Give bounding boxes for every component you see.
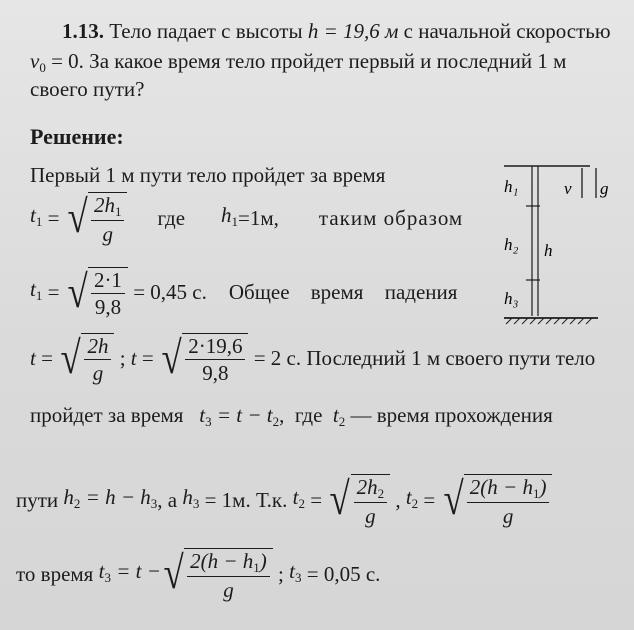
formula-line-7: то время $t_3 = t$ − √ $\frac{2(h - h_1)}{g}$ ; $t_3$ = 0,05 с.	[16, 546, 381, 602]
label-v: v	[564, 179, 572, 198]
problem-text-1-tail: с начальной скоростью	[403, 19, 611, 43]
line7-a: то время	[16, 562, 94, 586]
sqrt-2h1-g: √ $\frac{2h_1}{g}$	[65, 192, 128, 245]
formula-t1-value: $t_1$ = √ $\frac{2\cdot 1}{9,8}$ = 0,45 с. Общее время падения	[30, 265, 458, 319]
where-label: где	[157, 206, 186, 230]
problem-line-3	[30, 76, 145, 102]
label-h3: h₃	[504, 289, 519, 308]
v0-symbol: $v_0$	[30, 49, 46, 75]
problem-number: 1.13.	[62, 19, 104, 43]
solution-line-5: пройдет за время $t_3 = t - t_2$, где $t_2$ — время прохождения	[30, 403, 553, 429]
formula-t: t = √ $\frac{2h}{g}$ ; t = √ $\frac{2\cdot 19,6}{9,8}$ = 2 с. Последний 1 м своего пути тело	[30, 331, 596, 385]
problem-line-1	[62, 18, 611, 44]
h1-value: =1м,	[238, 206, 279, 230]
problem-text-3: своего пути?	[30, 77, 145, 101]
line6-b: а	[167, 488, 178, 512]
solution-text-1: Первый 1 м пути тело пройдет за время	[30, 163, 386, 187]
height-value: h = 19,6 м	[307, 19, 399, 43]
line6-c: = 1м. Т.к.	[204, 488, 288, 512]
formula-line-6: пути $h_2 = h - h_3$ , а $h_3$ = 1м. Т.к. $t_2$ = √ $\frac{2h_2}{g}$ , $t_2$ = √ $\frac{2(h - h_1)}{g}$	[16, 470, 552, 530]
total-time-label: Общее время падения	[228, 280, 458, 304]
fall-diagram	[498, 158, 623, 334]
v0-value: = 0	[51, 49, 79, 73]
label-h2: h₂	[504, 235, 519, 254]
t1-result: = 0,45 с.	[133, 280, 207, 304]
line5-c: — время прохождения	[350, 403, 553, 427]
t-result: = 2 с. Последний 1 м своего пути тело	[253, 346, 596, 370]
label-h: h	[544, 241, 553, 260]
problem-text-1: Тело падает с высоты	[109, 19, 303, 43]
solution-line-1	[30, 162, 385, 188]
line5-b: где	[294, 403, 323, 427]
line5-a: пройдет за время	[30, 403, 184, 427]
problem-text-2: . За какое время тело пройдет первый и последний 1 м	[78, 49, 567, 73]
label-g: g	[600, 179, 609, 198]
thus-label: таким образом	[318, 206, 464, 230]
formula-t1: $t_1$ = √ $\frac{2h_1}{g}$ где $h_1$ =1м, таким образом	[30, 190, 464, 246]
line6-a: пути	[16, 488, 59, 512]
label-h1: h₁	[504, 177, 519, 196]
solution-heading: Решение:	[30, 124, 124, 149]
t3-result: = 0,05 с.	[306, 562, 381, 586]
